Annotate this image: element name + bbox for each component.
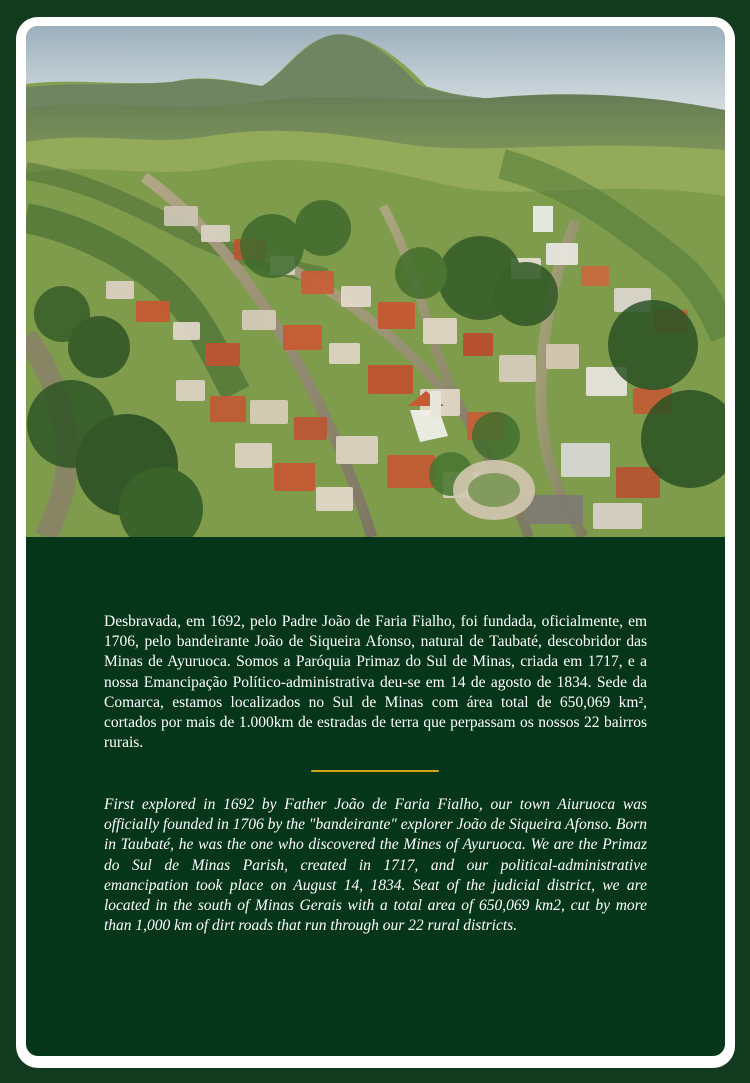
aerial-town-illustration <box>26 26 725 537</box>
aerial-town-photo <box>26 26 725 537</box>
english-paragraph: First explored in 1692 by Father João de Faria Fialho, our town Aiuruoca was officially founded in 1706 by the "bandeirante" explorer João de Siqueira Afonso. Born in Taubaté, he was the one who discovered the Mines of Ayuruoca. We are the Primaz do Sul de Minas Parish, created in 1717, and our political-administrative emancipation took place on August 14, 1834. Seat of the judicial district, we are located in the south of Minas Gerais with a total area of 650,069 km2, cut by more than 1,000 km of dirt roads that run through our 22 rural districts. <box>104 796 647 935</box>
portuguese-paragraph: Desbravada, em 1692, pelo Padre João de Faria Fialho, foi fundada, oficialmente, em 1706, pelo bandeirante João de Siqueira Afonso, natural de Taubaté, descobridor das Minas de Ayuruoca. Somos a Paróquia Primaz do Sul de Minas, criada em 1717, e a nossa Emancipação Político-administrativa deu-se em 14 de agosto de 1834. Sede da Comarca, estamos localizados no Sul de Minas com área total de 650,069 km², cortados por mais de 1.000km de estradas de terra que perpassam os nossos 22 bairros rurais. <box>104 613 647 752</box>
gold-divider <box>311 770 439 772</box>
text-panel <box>26 537 725 1056</box>
